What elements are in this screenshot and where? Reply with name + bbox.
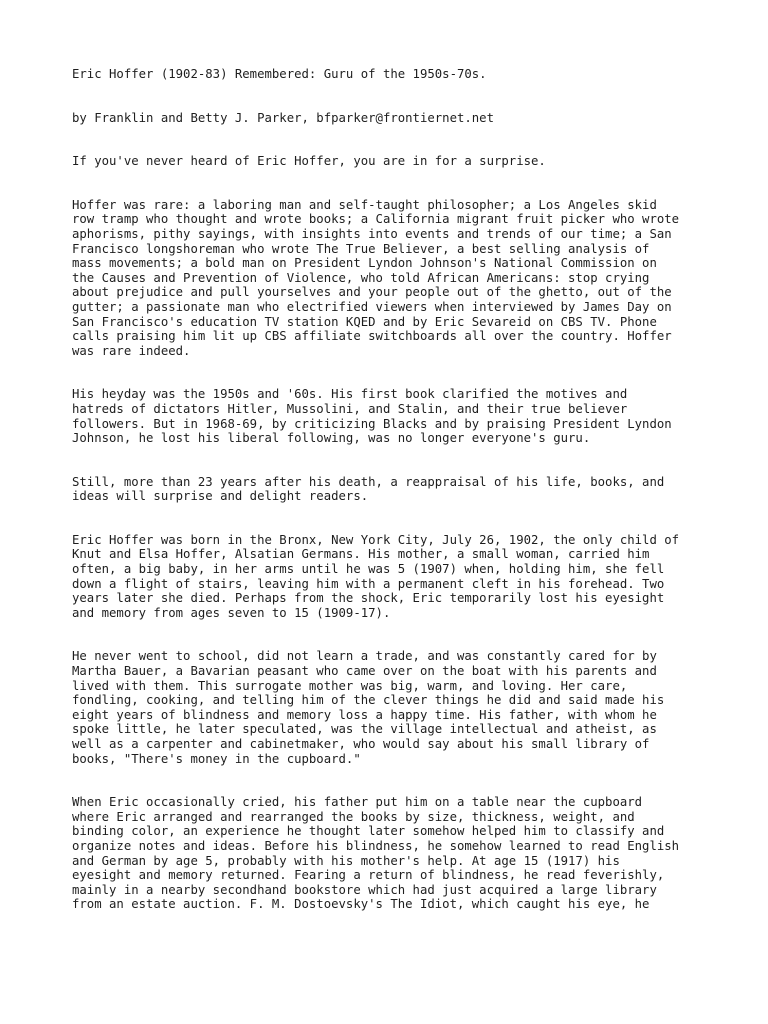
paragraph-line: calls praising him lit up CBS affiliate switchboards all over the country. Hoffer	[72, 329, 672, 344]
paragraph-line: He never went to school, did not learn a trade, and was constantly cared for by	[72, 649, 657, 664]
paragraph-line: row tramp who thought and wrote books; a California migrant fruit picker who wrote	[72, 212, 680, 227]
paragraph-line: was rare indeed.	[72, 343, 191, 358]
paragraph-line: Martha Bauer, a Bavarian peasant who came over on the boat with his parents and	[72, 664, 657, 679]
paragraph-line: eight years of blindness and memory loss a happy time. His father, with whom he	[72, 707, 657, 722]
paragraph-line: about prejudice and pull yourselves and your people out of the ghetto, out of the	[72, 285, 672, 300]
paragraph-line: and memory from ages seven to 15 (1909-17).	[72, 605, 391, 620]
paragraph	[72, 198, 702, 359]
paragraph-line: books, "There's money in the cupboard."	[72, 751, 361, 766]
paragraph-line: spoke little, he later speculated, was the village intellectual and atheist, as	[72, 722, 657, 737]
paragraph	[72, 649, 702, 766]
byline: by Franklin and Betty J. Parker, bfparker@frontiernet.net	[72, 110, 494, 125]
paragraph-line: where Eric arranged and rearranged the books by size, thickness, weight, and	[72, 809, 635, 824]
paragraph-line: well as a carpenter and cabinetmaker, who would say about his small library of	[72, 737, 650, 751]
paragraph-line: Francisco longshoreman who wrote The True Believer, a best selling analysis of	[72, 241, 650, 256]
paragraph-line: Eric Hoffer was born in the Bronx, New York City, July 26, 1902, the only child of	[72, 532, 680, 547]
paragraph-line: lived with them. This surrogate mother was big, warm, and loving. Her care,	[72, 678, 628, 693]
paragraph	[72, 154, 702, 169]
document-body	[72, 67, 702, 941]
paragraph-line: His heyday was the 1950s and '60s. His first book clarified the motives and	[72, 387, 628, 402]
paragraph-line: organize notes and ideas. Before his blindness, he somehow learned to read English	[72, 838, 680, 853]
paragraph-line: aphorisms, pithy sayings, with insights into events and trends of our time; a San	[72, 226, 672, 241]
document-title: Eric Hoffer (1902-83) Remembered: Guru of the 1950s-70s.	[72, 67, 487, 81]
paragraph-line: binding color, an experience he thought later somehow helped him to classify and	[72, 824, 665, 839]
paragraph-line: the Causes and Prevention of Violence, who told African Americans: stop crying	[72, 270, 650, 285]
paragraph-line: Johnson, he lost his liberal following, was no longer everyone's guru.	[72, 431, 591, 446]
paragraph-line: down a flight of stairs, leaving him with a permanent cleft in his forehead. Two	[72, 576, 665, 591]
paragraph-line: Still, more than 23 years after his death, a reappraisal of his life, books, and	[72, 474, 665, 489]
paragraph-line: mass movements; a bold man on President Lyndon Johnson's National Commission on	[72, 256, 657, 271]
paragraph-line: mainly in a nearby secondhand bookstore which had just acquired a large library	[72, 882, 657, 897]
paragraph-line: San Francisco's education TV station KQED and by Eric Sevareid on CBS TV. Phone	[72, 314, 657, 329]
paragraph-line: fondling, cooking, and telling him of the clever things he did and said made his	[72, 693, 665, 708]
paragraph-line: Hoffer was rare: a laboring man and self-taught philosopher; a Los Angeles skid	[72, 197, 657, 212]
paragraph-list	[72, 154, 702, 912]
paragraph-line: followers. But in 1968-69, by criticizing Blacks and by praising President Lyndon	[72, 416, 672, 431]
paragraph	[72, 533, 702, 621]
paragraph-line: from an estate auction. F. M. Dostoevsky's The Idiot, which caught his eye, he	[72, 897, 650, 912]
paragraph-line: When Eric occasionally cried, his father put him on a table near the cupboard	[72, 795, 643, 810]
paragraph-line: Knut and Elsa Hoffer, Alsatian Germans. His mother, a small woman, carried him	[72, 547, 650, 562]
paragraph-line: often, a big baby, in her arms until he was 5 (1907) when, holding him, she fell	[72, 562, 665, 577]
paragraph-line: gutter; a passionate man who electrified viewers when interviewed by James Day on	[72, 299, 672, 314]
paragraph-line: and German by age 5, probably with his mother's help. At age 15 (1917) his	[72, 853, 620, 868]
paragraph	[72, 795, 702, 912]
paragraph-line: eyesight and memory returned. Fearing a return of blindness, he read feverishly,	[72, 868, 665, 883]
paragraph-line: ideas will surprise and delight readers.	[72, 489, 369, 504]
paragraph-line: years later she died. Perhaps from the shock, Eric temporarily lost his eyesight	[72, 591, 665, 606]
paragraph-line: hatreds of dictators Hitler, Mussolini, and Stalin, and their true believer	[72, 401, 628, 416]
paragraph-line: If you've never heard of Eric Hoffer, you are in for a surprise.	[72, 154, 546, 169]
paragraph	[72, 387, 702, 445]
paragraph	[72, 475, 702, 504]
